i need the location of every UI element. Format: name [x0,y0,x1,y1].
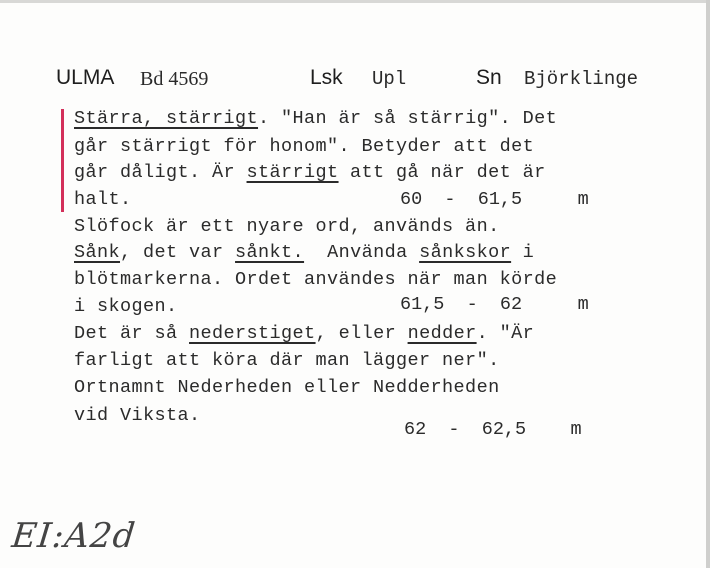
text-line-3 [74,162,546,183]
headword-sank: Sånk [74,242,121,263]
card-right-edge [706,0,710,568]
text-segment: . "Han är så stärrig". Det [258,108,558,129]
text-line-4: halt. [74,189,132,210]
lsk-label: Lsk [310,66,343,89]
headword-starra: Stärra, stärrigt [74,108,259,129]
text-segment: i [511,242,535,263]
underlined-word: nederstiget [189,323,316,344]
archive-label: ULMA [56,66,115,89]
measurement-2: 61,5 - 62 m [400,294,589,315]
text-segment: . "Är [476,323,535,344]
text-line-5: Slöfock är ett nyare ord, används än. [74,216,500,237]
underlined-word: sånkt. [235,242,305,263]
margin-line [61,109,64,212]
text-segment: , det var [120,242,236,263]
text-segment: att gå när det är [338,162,546,183]
text-line-7: blötmarkerna. Ordet användes när man körde [74,269,558,290]
text-line-8: i skogen. [74,296,178,317]
measurement-3: 62 - 62,5 m [404,419,582,440]
underlined-word: sånkskor [419,242,512,263]
text-line-9 [74,323,534,344]
text-line-10: farligt att köra där man lägger ner". [74,350,500,371]
underlined-word: stärrigt [246,162,339,183]
card-top-edge [0,0,710,3]
lsk-value: Upl [372,68,407,90]
text-line-6 [74,242,534,263]
text-line-11: Ortnamnt Nederheden eller Nedderheden [74,377,500,398]
text-line-12: vid Viksta. [74,405,201,426]
text-segment: Det är så [74,323,190,344]
text-line-1 [74,108,557,129]
measurement-1: 60 - 61,5 m [400,189,589,210]
text-line-2: går stärrigt för honom". Betyder att det [74,136,535,157]
text-segment: går dåligt. Är [74,162,247,183]
underlined-word: nedder [407,323,477,344]
text-segment: , eller [315,323,408,344]
sn-value: Björklinge [524,68,639,90]
volume-number: Bd 4569 [140,68,209,90]
sn-label: Sn [476,66,502,89]
text-segment: Använda [304,242,420,263]
handwritten-signature: EI:A2d [9,516,138,556]
